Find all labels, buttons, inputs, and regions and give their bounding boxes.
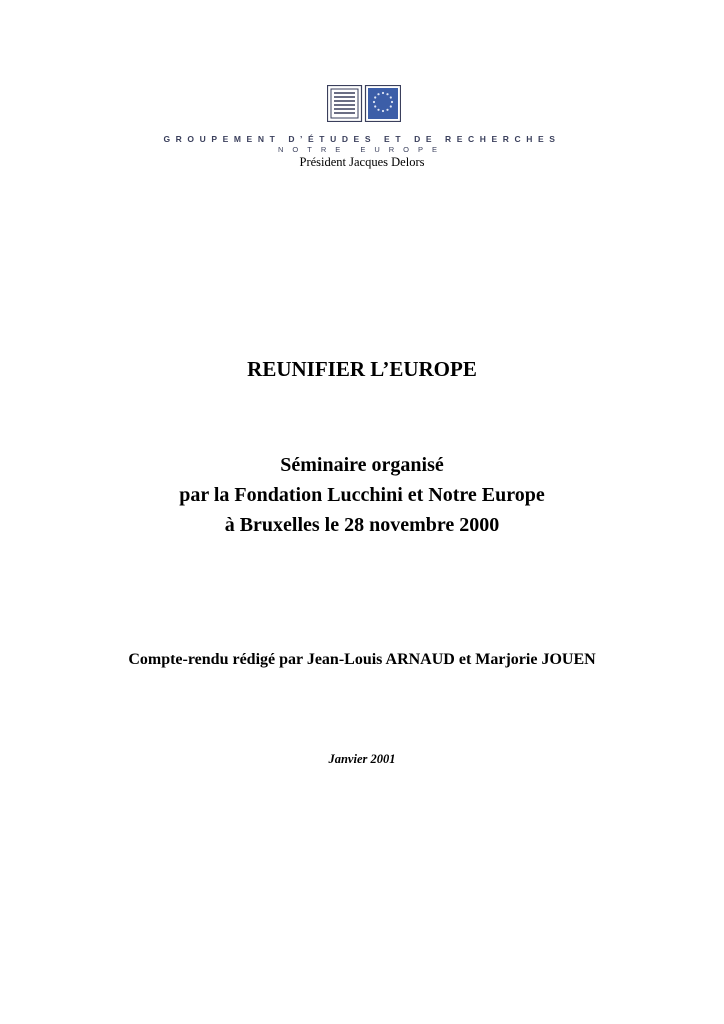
publication-date: Janvier 2001 <box>328 752 396 766</box>
seminar-info <box>0 450 724 540</box>
organization-name: GROUPEMENT D’ÉTUDES ET DE RECHERCHES <box>163 134 561 144</box>
president-line: Président Jacques Delors <box>299 155 425 169</box>
organization-subtitle: NOTRE EUROPE <box>277 145 446 154</box>
authors-line: Compte-rendu rédigé par Jean-Louis ARNAUD et Marjorie JOUEN <box>128 651 596 668</box>
seminar-line-3: à Bruxelles le 28 novembre 2000 <box>224 514 500 536</box>
notre-europe-logo <box>327 85 401 122</box>
eu-stars-flag-icon <box>366 86 401 122</box>
seminar-line-2: par la Fondation Lucchini et Notre Europe <box>179 484 545 506</box>
document-lines-icon <box>328 86 362 122</box>
seminar-line-1: Séminaire organisé <box>280 454 444 476</box>
document-title: REUNIFIER L’EUROPE <box>247 357 477 381</box>
